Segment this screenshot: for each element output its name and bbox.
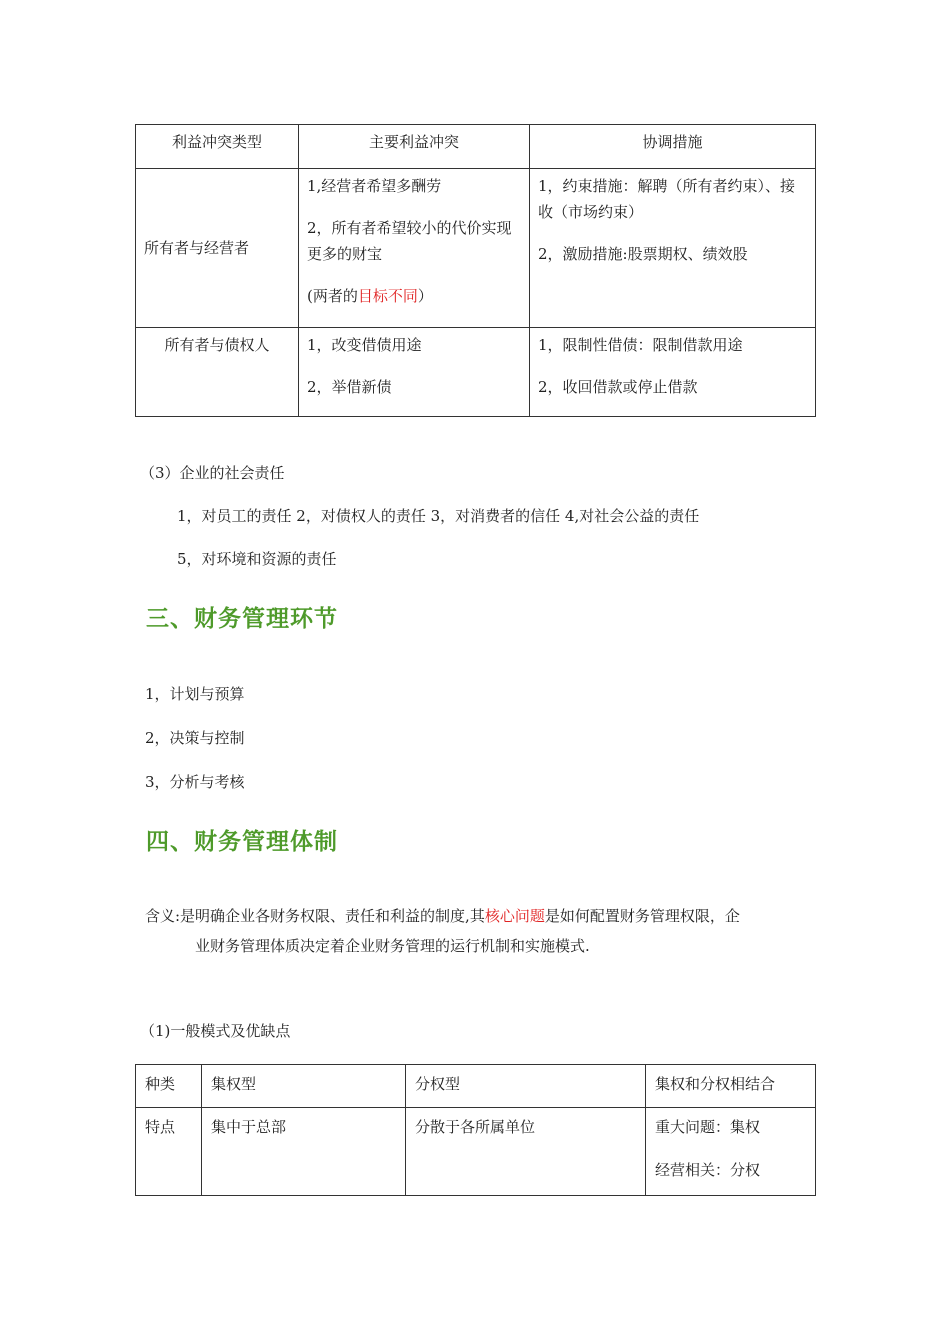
measures-cell [530,169,816,328]
centralized-cell: 集中于总部 [202,1108,406,1196]
note-highlight: 目标不同 [357,287,418,305]
conflicts-cell [299,169,530,328]
section-heading: 四、财务管理体制 [146,829,338,855]
conflict-note [307,283,521,309]
header-cell: 主要利益冲突 [299,125,530,169]
measure-item: 1，约束措施：解聘（所有者约束）、接收（市场约束） [538,177,796,221]
social-responsibility-title: （3）企业的社会责任 [140,464,285,482]
definition-text [145,903,740,929]
combined-item: 经营相关：分权 [655,1161,761,1179]
measure-item: 1，限制性借债：限制借款用途 [538,336,743,354]
social-responsibility-line: 1，对员工的责任 2，对债权人的责任 3，对消费者的信任 4,对社会公益的责任 [177,507,700,525]
conflict-table [135,124,816,417]
decentralized-cell: 分散于各所属单位 [406,1108,646,1196]
social-responsibility-line: 5，对环境和资源的责任 [177,550,337,568]
table-header-row [136,1065,816,1108]
combined-item: 重大问题：集权 [655,1118,761,1136]
section-heading: 三、财务管理环节 [146,606,338,632]
measure-item: 2，收回借款或停止借款 [538,378,698,396]
definition-prefix: 含义:是明确企业各财务权限、责任和利益的制度,其 [145,907,485,925]
header-cell: 分权型 [406,1065,646,1108]
conflict-item: 1,经营者希望多酬劳 [307,177,442,195]
conflict-item: 2，所有者希望较小的代价实现更多的财宝 [307,219,512,263]
table-row [136,1108,816,1196]
conflict-type-cell: 所有者与债权人 [136,328,299,417]
list-item: 2，决策与控制 [145,729,245,747]
table-header-row [136,125,816,169]
header-cell: 集权和分权相结合 [646,1065,816,1108]
table-row [136,169,816,328]
conflict-item: 1，改变借债用途 [307,336,422,354]
note-suffix: ） [417,287,433,305]
mode-table [135,1064,816,1196]
table-row [136,328,816,417]
note-prefix: (两者的 [307,287,358,305]
measures-cell [530,328,816,417]
conflict-item: 2，举借新债 [307,378,392,396]
conflicts-cell [299,328,530,417]
definition-text-continued: 业财务管理体质决定着企业财务管理的运行机制和实施模式. [195,937,590,955]
header-cell: 利益冲突类型 [136,125,299,169]
combined-cell [646,1108,816,1196]
definition-highlight: 核心问题 [484,907,545,925]
header-cell: 种类 [136,1065,202,1108]
list-item: 3，分析与考核 [145,773,245,791]
header-cell: 协调措施 [530,125,816,169]
list-item: 1，计划与预算 [145,685,245,703]
measure-item: 2，激励措施:股票期权、绩效股 [538,245,748,263]
conflict-type-cell: 所有者与经营者 [136,169,299,328]
mode-title: （1)一般模式及优缺点 [140,1022,291,1040]
row-label-cell: 特点 [136,1108,202,1196]
header-cell: 集权型 [202,1065,406,1108]
definition-suffix: 是如何配置财务管理权限，企 [544,907,740,925]
